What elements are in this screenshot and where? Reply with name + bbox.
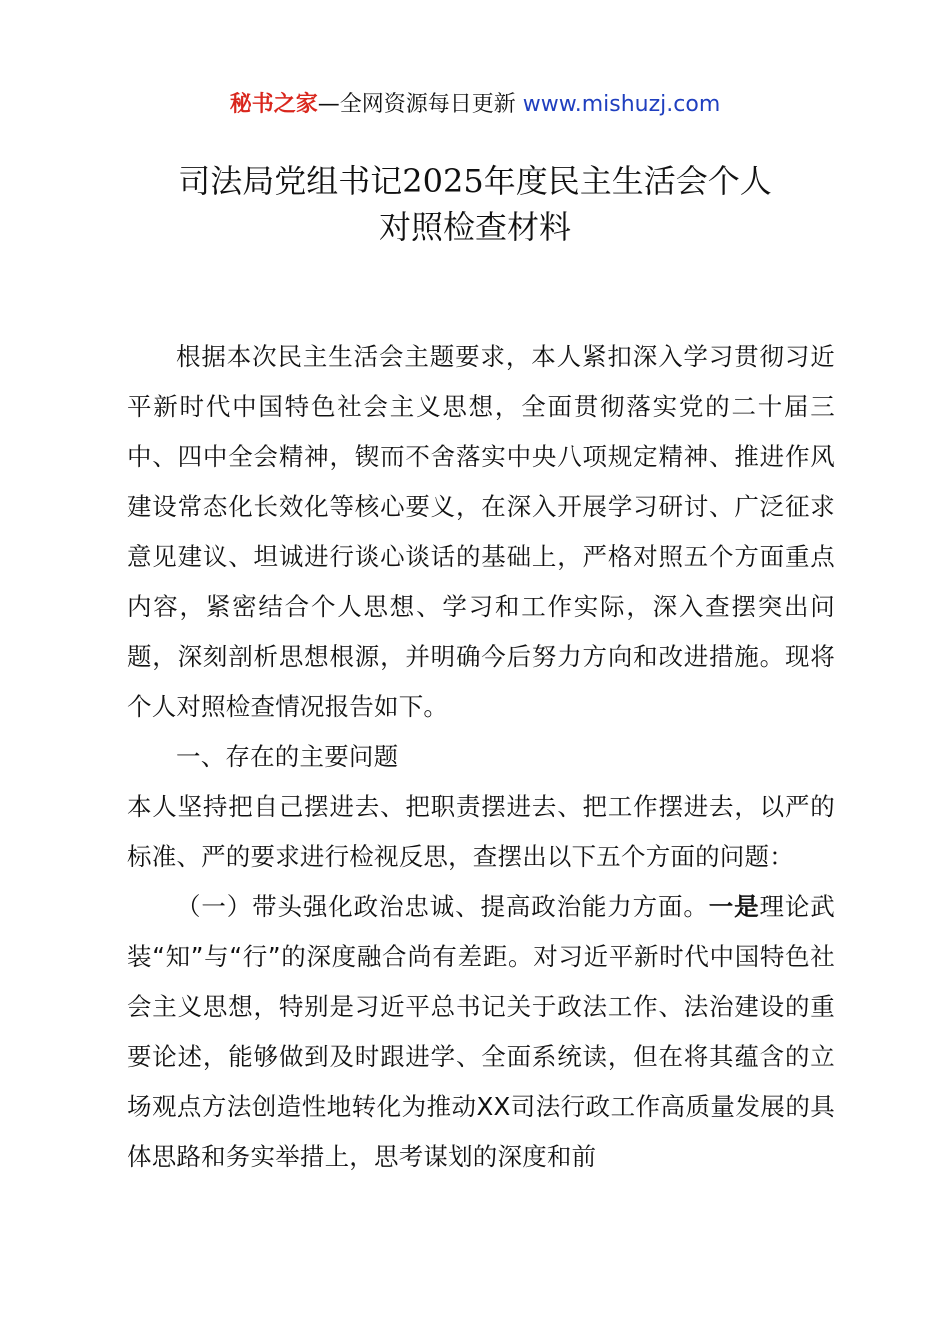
title-line-2: 对照检查材料 (378, 208, 571, 246)
subsection-1-heading: （一）带头强化政治忠诚、提高政治能力方面。 (176, 892, 709, 921)
site-url-link[interactable]: www.mishuzj.com (522, 92, 721, 117)
document-body (127, 332, 835, 1182)
section-heading-1: 一、存在的主要问题 (176, 742, 399, 771)
section-1-intro: 本人坚持把自己摆进去、把职责摆进去、把工作摆进去，以严的标准、严的要求进行检视反思，查摆出以下五个方面的问题： (127, 792, 835, 871)
document-title (0, 158, 950, 250)
subsection-1-lead: 一是 (708, 892, 760, 921)
subsection-1-text: 理论武装“知”与“行”的深度融合尚有差距。对习近平新时代中国特色社会主义思想，特别是习近平总书记关于政法工作、法治建设的重要论述，能够做到及时跟进学、全面系统读，但在将其蕴含的立场观点方法创造性地转化为推动XX司法行政工作高质量发展的具体思路和务实举措上，思考谋划的深度和前 (127, 892, 835, 1171)
site-header (0, 88, 950, 122)
site-slogan: —全网资源每日更新 (317, 92, 523, 117)
site-brand: 秘书之家 (229, 92, 318, 117)
title-line-1: 司法局党组书记2025年度民主生活会个人 (178, 162, 772, 200)
subsection-1-paragraph (127, 882, 835, 1182)
intro-paragraph: 根据本次民主生活会主题要求，本人紧扣深入学习贯彻习近平新时代中国特色社会主义思想，全面贯彻落实党的二十届三中、四中全会精神，锲而不舍落实中央八项规定精神、推进作风建设常态化长效化等核心要义，在深入开展学习研讨、广泛征求意见建议、坦诚进行谈心谈话的基础上，严格对照五个方面重点内容，紧密结合个人思想、学习和工作实际，深入查摆突出问题，深刻剖析思想根源，并明确今后努力方向和改进措施。现将个人对照检查情况报告如下。 (127, 342, 835, 721)
